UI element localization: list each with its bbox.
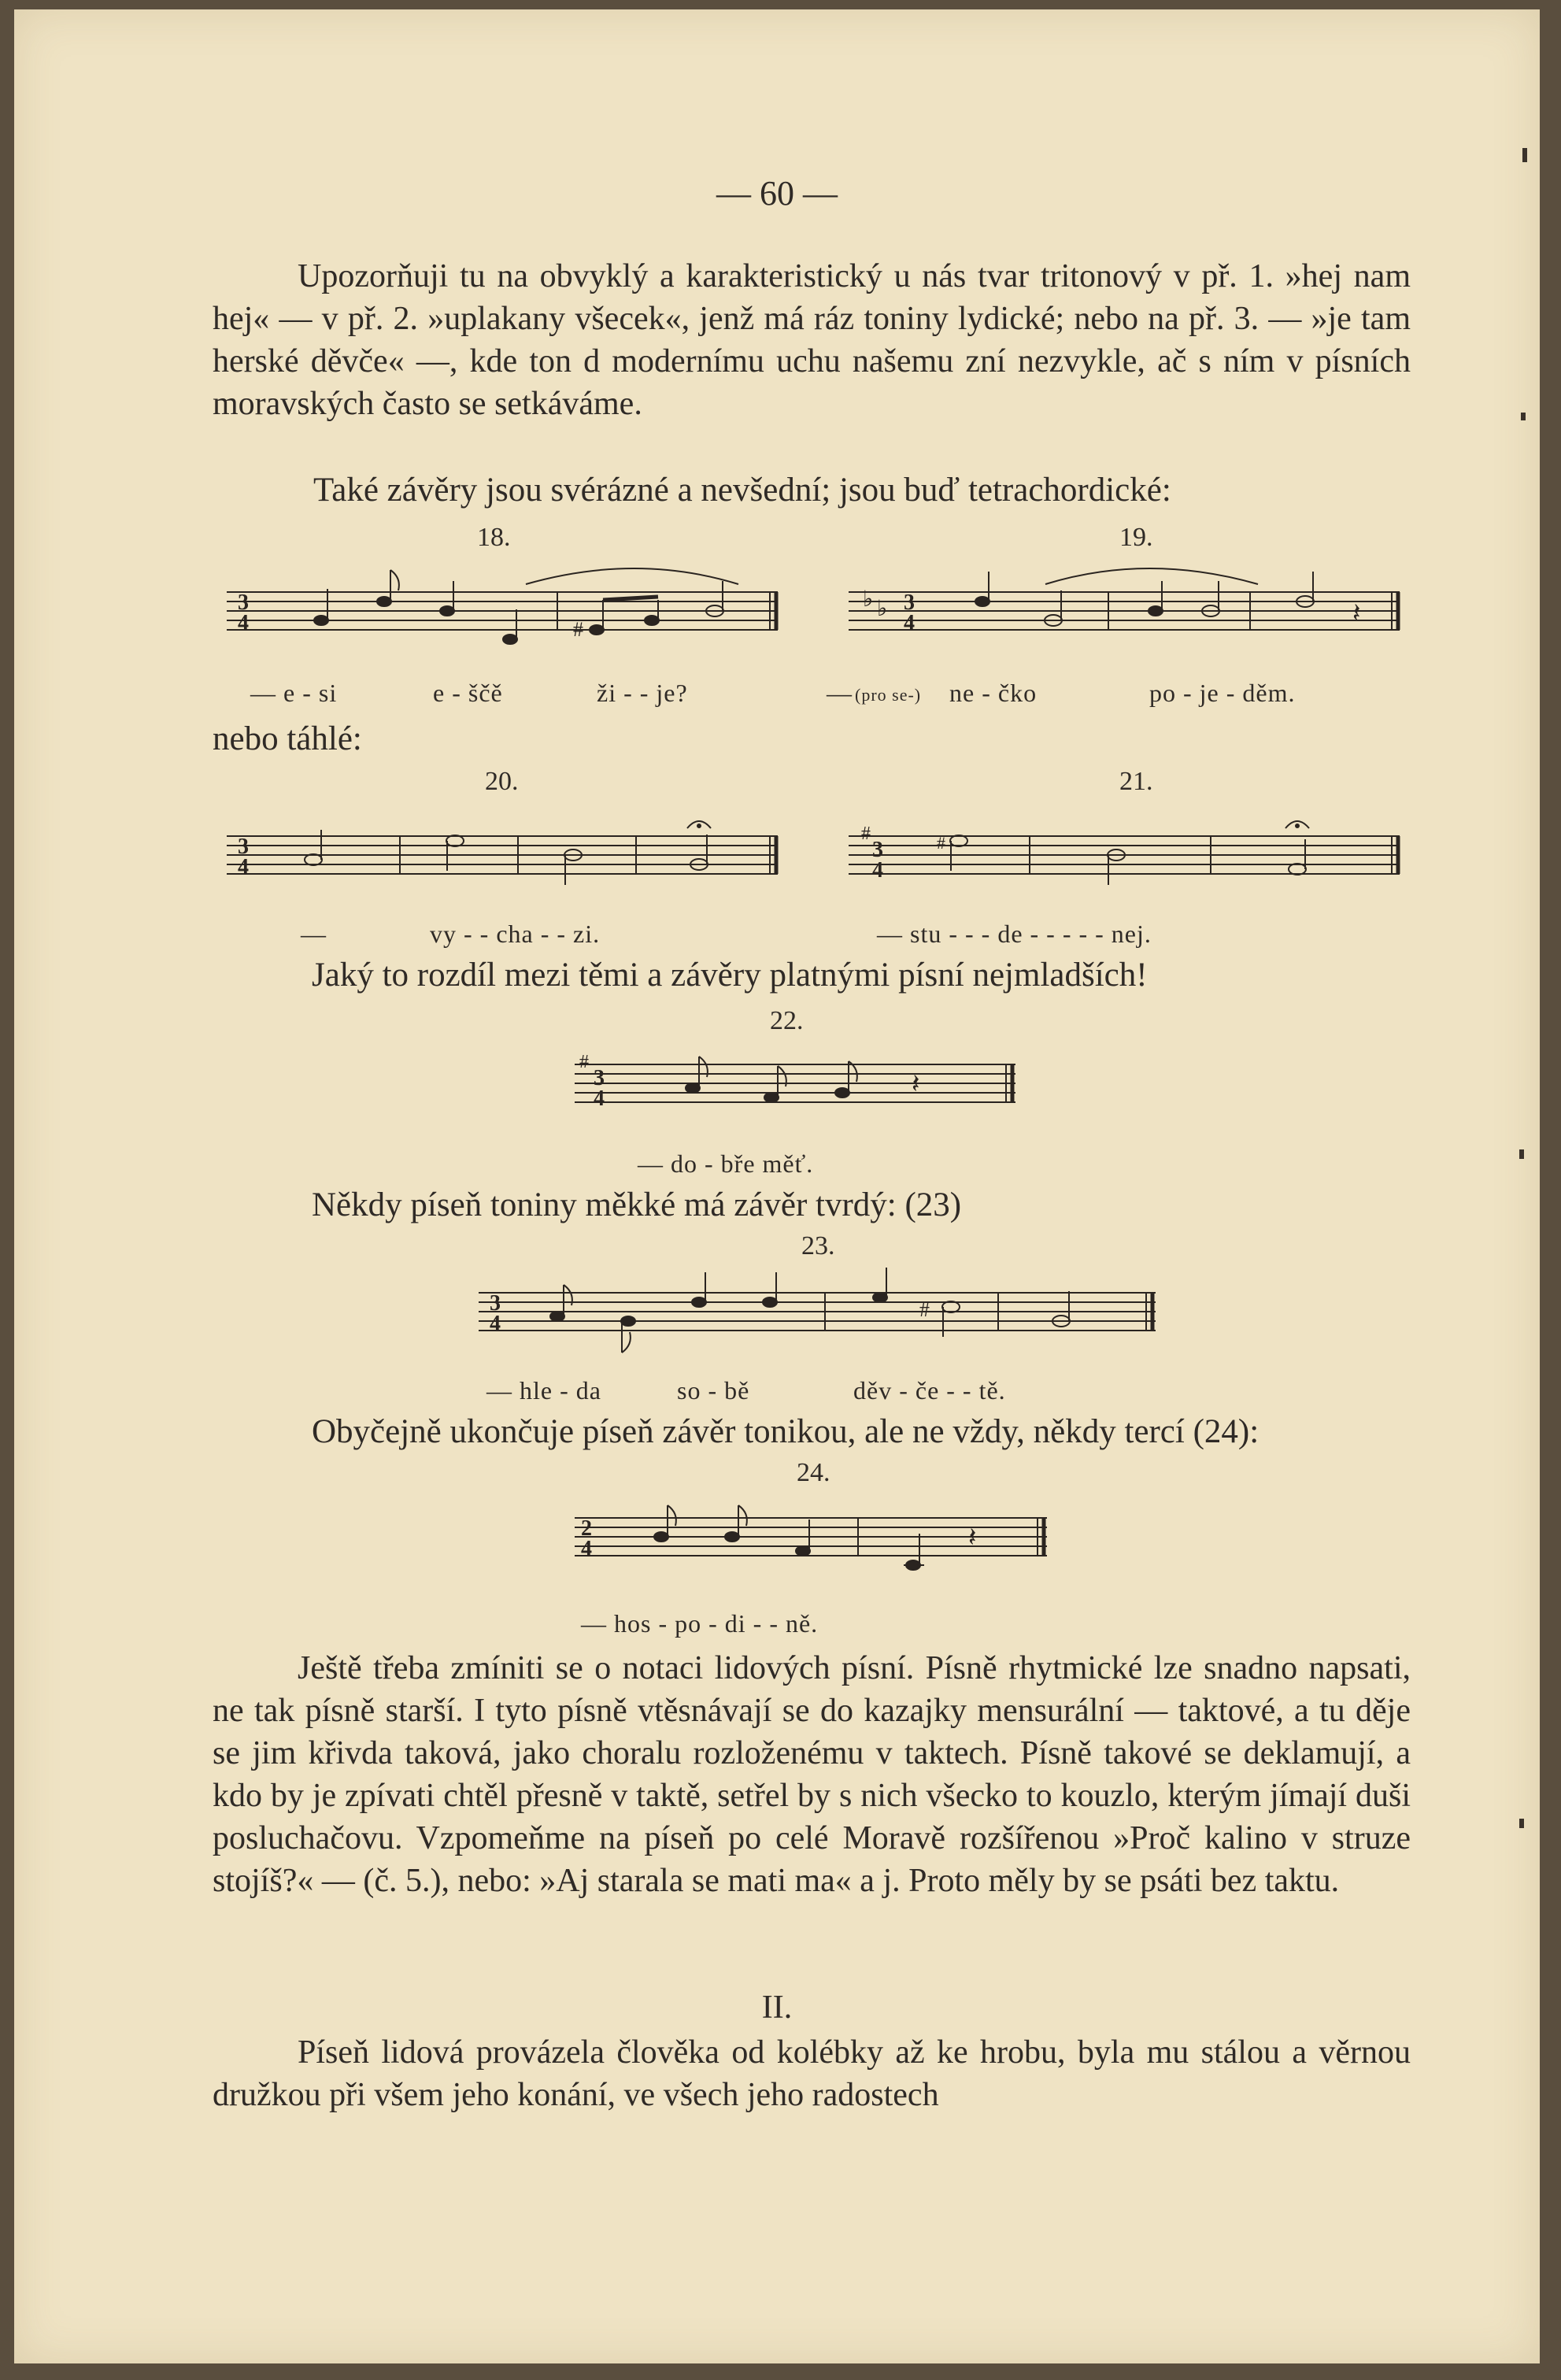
example-21-lyric: — stu - - - de - - - - - nej. (877, 920, 1152, 948)
notace-paragraph (213, 1647, 1411, 1902)
time-signature-bottom: 4 (238, 611, 249, 635)
example-23-staff (479, 1261, 1171, 1371)
example-19-lyric-small: (pro se-) (855, 685, 922, 705)
example-18-staff (227, 561, 793, 671)
sharp-sign: # (919, 1298, 930, 1321)
example-18-number: 18. (477, 523, 511, 552)
rest-sign: 𝄽 (912, 1070, 920, 1099)
example-19-number: 19. (1119, 523, 1153, 552)
example-24-staff (575, 1486, 1063, 1597)
rest-sign: 𝄽 (968, 1523, 977, 1553)
time-signature-top: 3 (238, 835, 249, 859)
edge-mark (1521, 413, 1526, 420)
intro-paragraph (213, 255, 1411, 425)
time-signature-top: 3 (594, 1066, 605, 1090)
tahle-line: nebo táhlé: (213, 720, 362, 757)
example-19-lyric-1: ne - čko (949, 679, 1038, 707)
example-19-lyric-0: — (827, 679, 853, 707)
example-23-lyric-3: děv - če - - tě. (853, 1376, 1006, 1405)
example-19-lyric-2: po - je - děm. (1149, 679, 1296, 707)
edge-mark (1519, 1149, 1524, 1159)
last-text: Píseň lidová provázela člověka od kolébky až ke hrobu, byla mu stálou a věrnou družkou při všem jeho konání, ve všech jeho radostech (213, 2034, 1411, 2113)
example-18-lyric-1: — e - si (250, 679, 338, 707)
rozdil-line: Jaký to rozdíl mezi těmi a závěry platnými písní nejmladších! (312, 957, 1148, 994)
time-signature-bottom: 4 (581, 1537, 592, 1561)
example-24-lyric: — hos - po - di - - ně. (581, 1609, 819, 1638)
example-22-number: 22. (770, 1006, 804, 1035)
example-21-staff (849, 805, 1415, 915)
edge-mark (1522, 148, 1527, 162)
notace-text: Ještě třeba zmíniti se o notaci lidových písní. Písně rhytmické lze snadno napsati, ne tak písně starší. I tyto písně vtěsnávají se do kazajky mensurální — taktové, a tu děje se jim křivda taková, jako choralu rozloženému v taktech. Písně takové se deklamují, a kdo by je zpívati chtěl přesně v taktě, setřel by s nich všecko to kouzlo, kterým jímají duši posluchačovu. Vzpomeňme na píseň po celé Moravě rozšířenou »Proč kalino v struze stojíš?« — (č. 5.), nebo: »Aj starala se mati ma« a j. Proto měly by se psáti bez taktu. (213, 1650, 1411, 1899)
time-signature-top: 3 (238, 590, 249, 615)
example-20-number: 20. (485, 767, 519, 796)
example-22-staff (575, 1033, 1031, 1143)
sharp-sign: # (579, 1052, 589, 1072)
example-20-lyric-1: — (301, 920, 327, 948)
tetrachord-line: Také závěry jsou svérázné a nevšední; jsou buď tetrachordické: (313, 472, 1171, 509)
section-heading: II. (761, 1990, 793, 2026)
example-19-staff (849, 561, 1415, 671)
time-signature-bottom: 4 (904, 611, 915, 635)
time-signature-top: 3 (904, 590, 915, 615)
time-signature-bottom: 4 (594, 1086, 605, 1111)
sharp-sign: # (573, 618, 583, 641)
last-paragraph (213, 2031, 1411, 2116)
nekdy-line: Někdy píseň toniny měkké má závěr tvrdý: (23) (312, 1186, 962, 1223)
example-23-number: 23. (801, 1231, 835, 1260)
example-24-number: 24. (797, 1458, 830, 1487)
time-signature-top: 3 (872, 838, 883, 862)
example-18-lyric-2: e - ščě (433, 679, 503, 707)
time-signature-top: 3 (490, 1291, 501, 1316)
example-21-number: 21. (1119, 767, 1153, 796)
sharp-sign: # (861, 824, 871, 844)
rest-sign: 𝄽 (1352, 599, 1361, 628)
time-signature-bottom: 4 (238, 855, 249, 879)
flat-sign: ♭ (863, 587, 874, 612)
example-20-lyric-2: vy - - cha - - zi. (430, 920, 601, 948)
time-signature-top: 2 (581, 1516, 592, 1541)
example-22-lyric: — do - bře měť. (638, 1149, 814, 1178)
edge-mark (1519, 1819, 1524, 1828)
example-23-lyric-1: — hle - da (486, 1376, 601, 1405)
sharp-sign-2: # (937, 833, 945, 853)
time-signature-bottom: 4 (490, 1312, 501, 1336)
example-18-lyric-3: ži - - je? (597, 679, 688, 707)
time-signature-bottom: 4 (872, 858, 883, 883)
flat-sign-2: ♭ (877, 597, 888, 621)
example-20-staff (227, 805, 793, 915)
example-23-lyric-2: so - bě (677, 1376, 750, 1405)
obvykle-line: Obyčejně ukončuje píseň závěr tonikou, ale ne vždy, někdy tercí (24): (312, 1413, 1260, 1450)
page-number: — 60 — (716, 174, 838, 213)
intro-text: Upozorňuji tu na obvyklý a karakteristický u nás tvar tritonový v př. 1. »hej nam hej« — v př. 2. »uplakany všecek«, jenž má ráz toniny lydické; nebo na př. 3. — »je tam herské děvče« —, kde ton d modernímu uchu našemu zní nezvykle, ač s ním v písních moravských často se setkáváme. (213, 258, 1411, 422)
book-page (14, 9, 1540, 2363)
